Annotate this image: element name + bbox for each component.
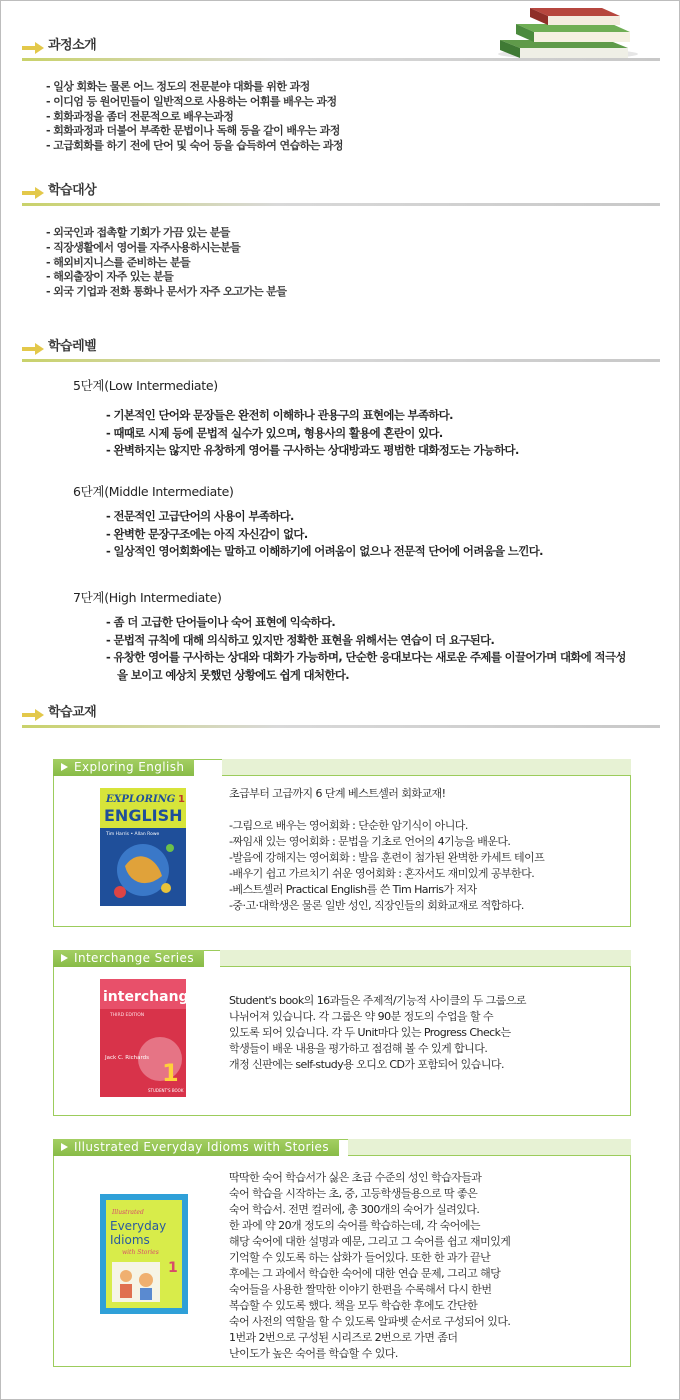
list-item: - 일상적인 영어회화에는 말하고 이해하기에 어려움이 없으나 전문적 단어에 어려움을 느낀다. — [106, 543, 543, 561]
book-description — [229, 993, 526, 1073]
desc-line: -발음에 강해지는 영어회화 : 발음 훈련이 첨가된 완벽한 카세트 테이프 — [229, 851, 545, 864]
list-item: - 회화과정을 좀더 전문적으로 배우는과정 — [46, 110, 343, 125]
section-divider — [22, 725, 660, 728]
desc-line: 나뉘어져 있습니다. 각 그룹은 약 90분 정도의 수업을 할 수 — [229, 1010, 494, 1023]
cover-line1: Illustrated — [112, 1209, 144, 1216]
book-tab-strip — [348, 1139, 631, 1156]
list-item: - 때때로 시제 등에 문법적 실수가 있으며, 형용사의 활용에 혼란이 있다. — [106, 425, 519, 443]
list-item: - 문법적 규칙에 대해 의식하고 있지만 정확한 표현을 위해서는 연습이 더 요구된다. — [106, 632, 626, 650]
level-title: 7단계(High Intermediate) — [73, 590, 222, 605]
book-description — [229, 786, 544, 914]
list-item: - 기본적인 단어와 문장들은 완전히 이해하나 관용구의 표현에는 부족하다. — [106, 407, 519, 425]
desc-line: 개정 신판에는 self-study용 오디오 CD가 포함되어 있습니다. — [229, 1058, 504, 1071]
book-title: Interchange Series — [74, 951, 194, 965]
course-intro-list — [46, 80, 343, 154]
section-title: 학습대상 — [48, 183, 97, 198]
desc-line: 숙어들을 사용한 짤막한 이야기 한편을 수록해서 다시 한번 — [229, 1283, 492, 1296]
list-item: - 해외출장이 자주 있는 분들 — [46, 270, 286, 285]
list-item: - 회화과정과 더불어 부족한 문법이나 독해 등을 같이 배우는 과정 — [46, 124, 343, 139]
book-title: Exploring English — [74, 760, 185, 774]
desc-line: 난이도가 높은 숙어를 학습할 수 있다. — [229, 1347, 398, 1360]
section-header-levels — [22, 338, 660, 362]
section-divider — [22, 58, 660, 61]
book-title: Illustrated Everyday Idioms with Stories — [74, 1140, 329, 1154]
section-header-textbooks — [22, 704, 660, 728]
desc-line: 1번과 2번으로 구성된 시리즈로 2번으로 가면 좀더 — [229, 1331, 458, 1344]
cover-line2: ENGLISH — [104, 806, 183, 825]
section-title: 학습교재 — [48, 705, 97, 720]
desc-line: -베스트셀러 Practical English를 쓴 Tim Harris가 저자 — [229, 883, 477, 896]
desc-line: 한 과에 약 20개 정도의 숙어를 학습하는데, 각 숙어에는 — [229, 1219, 481, 1232]
arrow-icon — [22, 41, 46, 55]
arrow-icon — [22, 186, 46, 200]
cover-foot: STUDENT'S BOOK — [148, 1088, 184, 1093]
section-header-target — [22, 182, 660, 206]
book-cover-interchange — [100, 979, 199, 1097]
cover-line1: interchange — [103, 989, 199, 1005]
play-triangle-icon — [61, 763, 68, 771]
desc-line: 해당 숙어에 대한 설명과 예문, 그리고 그 숙어를 쉽고 재미있게 — [229, 1235, 511, 1248]
level-list — [106, 407, 519, 460]
target-list — [46, 226, 286, 300]
level-list — [106, 614, 626, 684]
level-title: 6단계(Middle Intermediate) — [73, 484, 234, 499]
desc-line — [229, 802, 544, 818]
desc-line: Student's book의 16과들은 주제적/기능적 사이클의 두 그룹으로 — [229, 994, 526, 1007]
desc-line: 숙어 학습을 시작하는 초, 중, 고등학생들용으로 딱 좋은 — [229, 1187, 478, 1200]
section-divider — [22, 203, 660, 206]
desc-line: 숙어 학습서. 전면 컬러에, 총 300개의 숙어가 실려있다. — [229, 1203, 480, 1216]
list-item: - 전문적인 고급단어의 사용이 부족하다. — [106, 508, 543, 526]
cover-authors: Jack C. Richards — [105, 1055, 150, 1061]
list-item: - 고급회화를 하기 전에 단어 및 숙어 등을 습득하여 연습하는 과정 — [46, 139, 343, 154]
book-tab — [53, 950, 204, 967]
desc-line: 있도록 되어 있습니다. 각 두 Unit마다 있는 Progress Check는 — [229, 1026, 511, 1039]
level-title: 5단계(Low Intermediate) — [73, 378, 218, 393]
list-item: - 해외비지니스를 준비하는 분들 — [46, 256, 286, 271]
cover-line2: THIRD EDITION — [110, 1013, 145, 1018]
cover-num: 1 — [162, 1059, 179, 1087]
book-tab-strip — [222, 759, 631, 776]
book-card-exploring-english — [53, 759, 631, 927]
desc-line: 기억할 수 있도록 하는 삽화가 들어있다. 또한 한 과가 끝난 — [229, 1251, 491, 1264]
desc-line: 복습할 수 있도록 했다. 책을 모두 학습한 후에도 간단한 — [229, 1299, 478, 1312]
book-tab-strip — [220, 950, 631, 967]
list-item: - 이디엄 등 원어민들이 일반적으로 사용하는 어휘를 배우는 과정 — [46, 95, 343, 110]
desc-line: -중·고·대학생은 물론 일반 성인, 직장인들의 회화교재로 적합하다. — [229, 899, 524, 912]
play-triangle-icon — [61, 954, 68, 962]
list-item: - 좀 더 고급한 단어들이나 숙어 표현에 익숙하다. — [106, 614, 626, 632]
section-header-course-intro — [22, 37, 660, 61]
list-item: - 외국인과 접촉할 기회가 가끔 있는 분들 — [46, 226, 286, 241]
cover-num: 1 — [168, 1260, 178, 1276]
section-title: 과정소개 — [48, 38, 97, 53]
play-triangle-icon — [61, 1143, 68, 1151]
arrow-icon — [22, 342, 46, 356]
list-item: - 유창한 영어를 구사하는 상대와 대화가 가능하며, 단순한 응대보다는 새로운 주제를 이끌어가며 대화에 적극성을 보이고 예상치 못했던 상황에도 쉽게 대처한다. — [106, 649, 626, 684]
book-card-interchange — [53, 950, 631, 1116]
list-item: - 완벽하지는 않지만 유창하게 영어를 구사하는 상대방과도 평범한 대화정도는 가능하다. — [106, 442, 519, 460]
book-tab — [53, 1139, 339, 1156]
desc-line: 학생들이 배운 내용을 평가하고 점검해 볼 수 있게 합니다. — [229, 1042, 488, 1055]
list-item: - 일상 회화는 물론 어느 정도의 전문분야 대화를 위한 과정 — [46, 80, 343, 95]
section-title: 학습레벨 — [48, 339, 97, 354]
cover-authors: Tim Harris • Allan Rowe — [106, 832, 160, 837]
cover-line2: Everyday — [110, 1219, 167, 1233]
desc-line: 딱딱한 숙어 학습서가 싫은 초급 수준의 성인 학습자들과 — [229, 1171, 482, 1184]
desc-line: -짜임새 있는 영어회화 : 문법을 기초로 언어의 4기능을 배운다. — [229, 835, 511, 848]
book-cover-everyday-idioms — [100, 1194, 188, 1314]
desc-line: 초급부터 고급까지 6 단계 베스트셀러 회화교재! — [229, 787, 446, 800]
desc-line: 숙어 사전의 역할을 할 수 있도록 알파벳 순서로 구성되어 있다. — [229, 1315, 511, 1328]
cover-line1: EXPLORING — [106, 794, 176, 805]
book-tab — [53, 759, 194, 776]
cover-num: 1 — [178, 794, 185, 805]
section-divider — [22, 359, 660, 362]
desc-line: -배우기 쉽고 가르치기 쉬운 영어회화 : 혼자서도 재미있게 공부한다. — [229, 867, 535, 880]
desc-line: -그림으로 배우는 영어회화 : 단순한 암기식이 아니다. — [229, 819, 468, 832]
level-list — [106, 508, 543, 561]
cover-line3: Idioms — [110, 1233, 150, 1247]
book-description — [229, 1170, 510, 1362]
book-cover-exploring-english — [100, 788, 186, 906]
cover-line4: with Stories — [122, 1249, 159, 1256]
arrow-icon — [22, 708, 46, 722]
list-item: - 완벽한 문장구조에는 아직 자신감이 없다. — [106, 526, 543, 544]
book-card-everyday-idioms — [53, 1139, 631, 1367]
list-item: - 외국 기업과 전화 통화나 문서가 자주 오고가는 분들 — [46, 285, 286, 300]
desc-line: 후에는 그 과에서 학습한 숙어에 대한 연습 문제, 그리고 해당 — [229, 1267, 501, 1280]
list-item: - 직장생활에서 영어를 자주사용하시는분들 — [46, 241, 286, 256]
